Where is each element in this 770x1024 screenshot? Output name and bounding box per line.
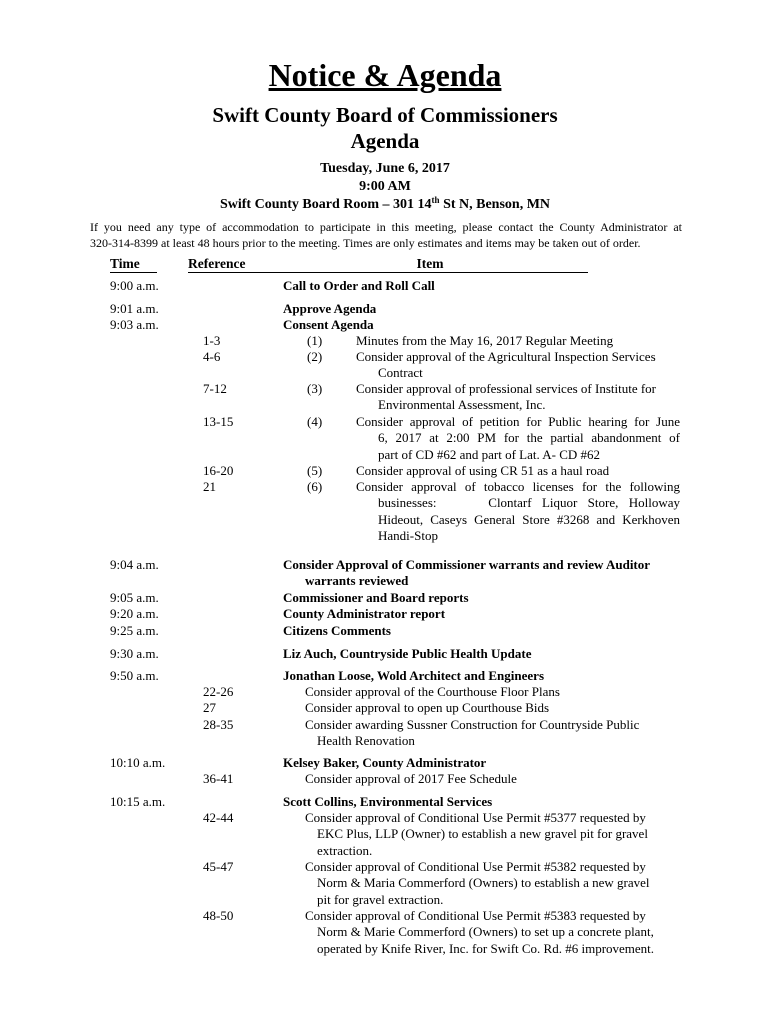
collins-item-1-cont-1: EKC Plus, LLP (Owner) to establish a new gravel pit for gravel: [317, 826, 648, 842]
item-citizens: Citizens Comments: [283, 623, 391, 638]
collins-item-1-text: Consider approval of Conditional Use Permit #5377 requested by: [305, 810, 646, 825]
time-admin-report: 9:20 a.m.: [110, 606, 159, 621]
num-consent-3: (3): [307, 381, 323, 396]
consent-item-2-text: Consider approval of the Agricultural Inspection Services: [356, 349, 656, 364]
collins-item-1-cont-2: extraction.: [317, 842, 373, 858]
ref-consent-5: 16-20: [203, 463, 234, 478]
consent-item-6-cont-3: Handi-Stop: [378, 528, 438, 544]
time-commissioner-reports: 9:05 a.m.: [110, 590, 159, 605]
collins-item-2: [305, 859, 680, 908]
loose-item-3-text: Consider awarding Sussner Construction for Countryside Public: [305, 717, 640, 732]
ref-baker-1: 36-41: [203, 771, 234, 786]
time-approve-agenda: 9:01 a.m.: [110, 301, 159, 316]
item-warrants: [283, 557, 683, 590]
collins-item-3: [305, 908, 680, 957]
loose-item-3-cont: Health Renovation: [317, 733, 415, 749]
item-admin-report: County Administrator report: [283, 606, 446, 621]
consent-item-4-cont-1: 6, 2017 at 2:00 PM for the partial abandonment of: [378, 430, 680, 446]
loose-item-3: [305, 717, 680, 750]
board-name: Swift County Board of Commissioners: [212, 103, 558, 127]
consent-item-1-text: Minutes from the May 16, 2017 Regular Meeting: [356, 333, 614, 348]
ref-loose-1: 22-26: [203, 684, 234, 699]
collins-item-1: [305, 810, 680, 859]
baker-item-1-text: Consider approval of 2017 Fee Schedule: [305, 771, 517, 786]
ref-consent-1: 1-3: [203, 333, 221, 348]
time-collins: 10:15 a.m.: [110, 794, 166, 809]
ref-consent-3: 7-12: [203, 381, 227, 396]
consent-item-5: [356, 463, 680, 479]
consent-item-4-cont-2: part of CD #62 and part of Lat. A- CD #62: [378, 446, 601, 462]
collins-item-3-cont-1: Norm & Marie Commerford (Owners) to set up a concrete plant,: [317, 924, 654, 940]
item-loose: Jonathan Loose, Wold Architect and Engineers: [283, 668, 544, 683]
consent-item-3: [356, 381, 680, 414]
time-baker: 10:10 a.m.: [110, 755, 166, 770]
consent-item-1: [356, 333, 680, 349]
notice-line-1: If you need any type of accommodation to participate in this meeting, please contact the County Administrator at: [90, 220, 682, 234]
consent-item-2-cont: Contract: [378, 365, 423, 381]
consent-item-6-text: Consider approval of tobacco licenses for the following: [356, 479, 680, 494]
ref-consent-4: 13-15: [203, 414, 234, 429]
ref-collins-3: 48-50: [203, 908, 234, 923]
num-consent-4: (4): [307, 414, 323, 429]
item-consent-agenda: Consent Agenda: [283, 317, 374, 332]
collins-item-2-text: Consider approval of Conditional Use Permit #5382 requested by: [305, 859, 646, 874]
ref-consent-6: 21: [203, 479, 216, 494]
loose-item-2-text: Consider approval to open up Courthouse Bids: [305, 700, 550, 715]
ref-loose-2: 27: [203, 700, 216, 715]
ref-consent-2: 4-6: [203, 349, 221, 364]
time-health: 9:30 a.m.: [110, 646, 159, 661]
meeting-date: Tuesday, June 6, 2017: [320, 161, 450, 176]
item-collins: Scott Collins, Environmental Services: [283, 794, 493, 809]
notice-line-2: 320-314-8399 at least 48 hours prior to the meeting. Times are only estimates and items may be taken out of order.: [90, 236, 641, 250]
item-commissioner-reports: Commissioner and Board reports: [283, 590, 469, 605]
item-baker: Kelsey Baker, County Administrator: [283, 755, 487, 770]
item-warrants-line-1: Consider Approval of Commissioner warrants and review Auditor: [283, 557, 651, 572]
baker-item-1: [305, 771, 680, 787]
consent-item-6-cont-2: Hideout, Caseys General Store #3268 and Kerkhoven: [378, 511, 680, 527]
consent-item-6-cont-1: businesses: Clontarf Liquor Store, Holloway: [378, 495, 680, 511]
ref-collins-2: 45-47: [203, 859, 234, 874]
location-sup: th: [431, 195, 440, 205]
consent-item-6: [356, 479, 680, 545]
time-warrants: 9:04 a.m.: [110, 557, 159, 572]
item-health: Liz Auch, Countryside Public Health Update: [283, 646, 532, 661]
collins-item-2-cont-1: Norm & Maria Commerford (Owners) to establish a new gravel: [317, 875, 650, 891]
collins-item-3-text: Consider approval of Conditional Use Permit #5383 requested by: [305, 908, 646, 923]
location-post: St N, Benson, MN: [439, 197, 551, 212]
page-title: Notice & Agenda: [268, 57, 502, 93]
agenda-label: Agenda: [350, 129, 420, 153]
item-call-to-order: Call to Order and Roll Call: [283, 278, 435, 293]
num-consent-5: (5): [307, 463, 323, 478]
consent-item-3-cont: Environmental Assessment, Inc.: [378, 397, 546, 413]
loose-item-1-text: Consider approval of the Courthouse Floor Plans: [305, 684, 560, 699]
consent-item-4: [356, 414, 680, 463]
ref-loose-3: 28-35: [203, 717, 234, 732]
column-header-reference: Reference: [188, 255, 275, 273]
meeting-time: 9:00 AM: [359, 179, 411, 194]
loose-item-1: [305, 684, 680, 700]
consent-item-4-text: Consider approval of petition for Public hearing for June: [356, 414, 680, 429]
num-consent-2: (2): [307, 349, 323, 364]
ref-collins-1: 42-44: [203, 810, 234, 825]
num-consent-6: (6): [307, 479, 323, 494]
accommodation-notice: [90, 219, 682, 251]
collins-item-3-cont-2: operated by Knife River, Inc. for Swift Co. Rd. #6 improvement.: [317, 940, 655, 956]
item-warrants-line-2: warrants reviewed: [305, 573, 409, 589]
time-call-to-order: 9:00 a.m.: [110, 278, 159, 293]
time-consent-agenda: 9:03 a.m.: [110, 317, 159, 332]
item-approve-agenda: Approve Agenda: [283, 301, 377, 316]
num-consent-1: (1): [307, 333, 323, 348]
consent-item-3-text: Consider approval of professional services of Institute for: [356, 381, 657, 396]
location-pre: Swift County Board Room – 301 14: [219, 197, 432, 212]
collins-item-2-cont-2: pit for gravel extraction.: [317, 891, 444, 907]
column-header-time: Time: [110, 255, 157, 273]
consent-item-5-text: Consider approval of using CR 51 as a haul road: [356, 463, 610, 478]
loose-item-2: [305, 700, 680, 716]
consent-item-2: [356, 349, 680, 382]
time-citizens: 9:25 a.m.: [110, 623, 159, 638]
meeting-location: [0, 196, 770, 213]
column-header-item: Item: [272, 255, 588, 273]
time-loose: 9:50 a.m.: [110, 668, 159, 683]
